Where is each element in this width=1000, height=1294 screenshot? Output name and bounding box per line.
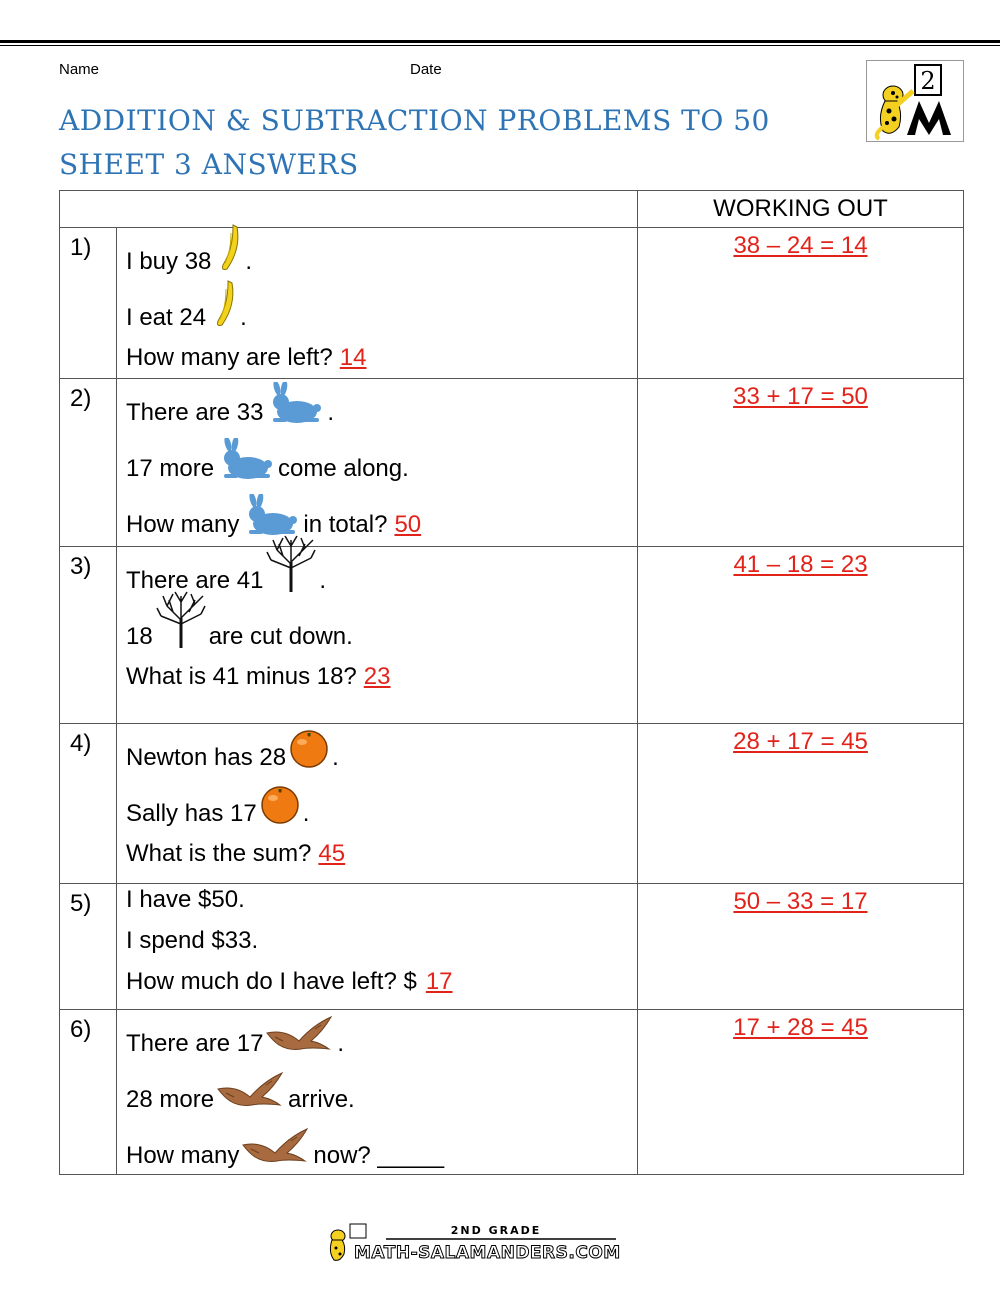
- eagle-icon: [241, 1127, 311, 1174]
- banana-icon: [208, 279, 238, 336]
- problem-line: [126, 1062, 637, 1118]
- worksheet-title: ADDITION & SUBTRACTION PROBLEMS TO 50: [59, 104, 770, 137]
- problem-text: [117, 228, 638, 379]
- problem-line-text: .: [337, 1030, 345, 1057]
- problem-text: [117, 1010, 638, 1175]
- problem-line-text: There are 41: [126, 567, 264, 594]
- problem-line-text: How many: [126, 1142, 240, 1169]
- problem-line: [126, 655, 637, 695]
- problem-text: [117, 884, 638, 1010]
- problem-line-text: I spend $33.: [126, 927, 259, 954]
- rabbit-icon: [265, 382, 325, 431]
- problem-line: [126, 832, 637, 872]
- top-rule: [0, 40, 1000, 43]
- problem-line-text: .: [319, 567, 327, 594]
- problem-line-text: 18: [126, 623, 153, 650]
- problem-number: 4): [60, 724, 117, 884]
- problem-line-text: Sally has 17: [126, 800, 257, 827]
- problem-line-text: I eat 24: [126, 304, 207, 331]
- problem-line: [126, 599, 637, 655]
- footer-grade-text: 2ND GRADE: [450, 1224, 542, 1237]
- problem-line-text: I buy 38: [126, 248, 212, 275]
- problem-line-text: .: [245, 248, 253, 275]
- problem-line-text: There are 17: [126, 1030, 264, 1057]
- table-row: [60, 547, 964, 724]
- answer-value: 45: [318, 840, 346, 867]
- problem-line-text: Newton has 28: [126, 744, 287, 771]
- problem-number: 1): [60, 228, 117, 379]
- orange-icon: [259, 783, 301, 832]
- tree-icon: [265, 534, 317, 599]
- problem-line-text: come along.: [278, 455, 409, 482]
- eagle-icon: [265, 1015, 335, 1062]
- table-row: [60, 724, 964, 884]
- problem-text: [117, 379, 638, 547]
- problem-line: [126, 1010, 637, 1062]
- date-label: Date: [410, 61, 442, 78]
- table-row: [60, 379, 964, 547]
- problem-line: [126, 776, 637, 832]
- problem-line: [126, 336, 637, 376]
- problem-line-text: I have $50.: [126, 886, 245, 913]
- table-row: [60, 228, 964, 379]
- problem-line-text: How much do I have left? $: [126, 968, 417, 995]
- problem-line: [126, 431, 637, 487]
- problem-line-text: What is the sum?: [126, 840, 312, 867]
- table-row: [60, 884, 964, 1010]
- problem-line-text: How many are left?: [126, 344, 333, 371]
- problem-line-text: What is 41 minus 18?: [126, 663, 357, 690]
- problem-line-text: .: [327, 399, 335, 426]
- working-out-answer: 41 – 18 = 23: [638, 547, 964, 724]
- problem-number: 5): [60, 884, 117, 1010]
- answer-value: 17: [425, 968, 453, 995]
- table-header-row: [60, 191, 964, 228]
- problem-line: [126, 280, 637, 336]
- name-label: Name: [59, 61, 100, 78]
- problem-text: [117, 724, 638, 884]
- answer-value: 50: [394, 511, 422, 538]
- problem-line: [126, 379, 637, 431]
- problem-text: [117, 547, 638, 724]
- problem-line-text: .: [302, 800, 310, 827]
- footer-site-text: MATH-SALAMANDERS.COM: [354, 1243, 621, 1263]
- working-out-answer: 50 – 33 = 17: [638, 884, 964, 1010]
- problem-number: 6): [60, 1010, 117, 1175]
- problem-line-text: arrive.: [288, 1086, 355, 1113]
- problem-line-text: .: [240, 304, 247, 331]
- problem-line: [126, 724, 637, 776]
- working-out-answer: 28 + 17 = 45: [638, 724, 964, 884]
- problem-line-text: .: [332, 744, 339, 771]
- problem-line: [126, 1118, 637, 1174]
- problem-line: [126, 228, 637, 280]
- header-blank-cell: [60, 191, 638, 228]
- answer-value: 23: [363, 663, 391, 690]
- working-out-answer: 33 + 17 = 50: [638, 379, 964, 547]
- working-out-answer: 38 – 24 = 14: [638, 228, 964, 379]
- rabbit-icon: [216, 438, 276, 487]
- problems-table: [59, 190, 964, 1175]
- problem-line-text: 28 more: [126, 1086, 215, 1113]
- worksheet-subtitle: SHEET 3 ANSWERS: [59, 148, 359, 181]
- problem-line: [126, 918, 637, 959]
- problem-line: [126, 959, 637, 1000]
- problem-line-text: now? _____: [313, 1142, 445, 1169]
- working-out-header: WORKING OUT: [638, 191, 964, 228]
- problem-line-text: There are 33: [126, 399, 264, 426]
- banana-icon: [213, 223, 243, 280]
- problem-line: [126, 884, 637, 918]
- working-out-answer: 17 + 28 = 45: [638, 1010, 964, 1175]
- eagle-icon: [216, 1071, 286, 1118]
- tree-icon: [155, 590, 207, 655]
- orange-icon: [288, 727, 330, 776]
- logo-grade-number: 2: [920, 67, 936, 95]
- problem-line-text: How many: [126, 511, 240, 538]
- problem-line-text: in total?: [303, 511, 388, 538]
- salamander-logo: [866, 60, 964, 142]
- problem-number: 3): [60, 547, 117, 724]
- top-rule-thin: [0, 45, 1000, 46]
- problem-line-text: 17 more: [126, 455, 215, 482]
- answer-value: 14: [339, 344, 367, 371]
- footer-logo: [326, 1220, 622, 1264]
- problem-number: 2): [60, 379, 117, 547]
- problem-line-text: are cut down.: [208, 623, 353, 650]
- table-row: [60, 1010, 964, 1175]
- problem-line: [126, 487, 637, 543]
